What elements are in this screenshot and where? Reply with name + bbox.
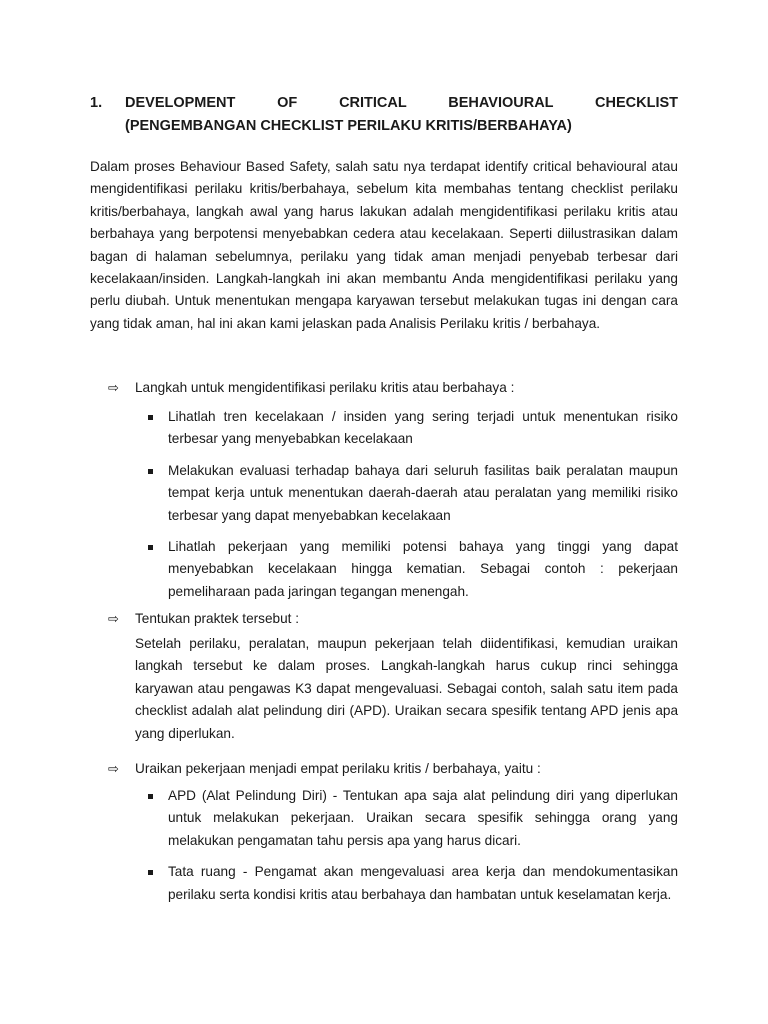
list-item [146, 785, 678, 852]
list-item [146, 406, 678, 451]
heading-title-line-1 [125, 92, 678, 115]
arrow-right-icon: ⇨ [108, 380, 119, 395]
square-bullet-icon [148, 870, 153, 875]
list-item [146, 460, 678, 527]
arrow-item-label: Uraikan pekerjaan menjadi empat perilaku kritis / berbahaya, yaitu : [135, 761, 541, 776]
heading-word: CRITICAL [339, 95, 407, 111]
arrow-item-label: Tentukan praktek tersebut : [135, 611, 299, 626]
list-item-text: Melakukan evaluasi terhadap bahaya dari seluruh fasilitas baik peralatan maupun tempat kerja untuk menentukan daerah-daerah atau peralatan yang memiliki risiko terbesar yang dapat menyebabkan kecelakaan [168, 462, 678, 523]
list-item [146, 536, 678, 603]
list-item-text: APD (Alat Pelindung Diri) - Tentukan apa saja alat pelindung diri yang diperlukan untuk melakukan pekerjaan. Uraikan secara spesifik sehingga orang yang melakukan pengamatan tahu persis apa yang harus dicari. [168, 788, 678, 848]
bullet-list-breakdown [146, 785, 678, 915]
heading-word: BEHAVIOURAL [448, 95, 554, 111]
list-item [146, 861, 678, 906]
arrow-item-label: Langkah untuk mengidentifikasi perilaku kritis atau berbahaya : [135, 380, 515, 395]
square-bullet-icon [148, 415, 153, 420]
list-item-text: Tata ruang - Pengamat akan mengevaluasi area kerja dan mendokumentasikan perilaku serta kondisi kritis atau berbahaya dan hambatan untuk keselamatan kerja. [168, 864, 678, 902]
heading-number: 1. [90, 95, 103, 111]
heading-title-line-2: (PENGEMBANGAN CHECKLIST PERILAKU KRITIS/BERBAHAYA) [125, 118, 572, 134]
arrow-right-icon: ⇨ [108, 611, 119, 626]
heading-word: OF [277, 95, 298, 111]
heading-title [125, 92, 678, 138]
list-item-text: Lihatlah tren kecelakaan / insiden yang sering terjadi untuk menentukan risiko terbesar yang menyebabkan kecelakaan [168, 409, 678, 447]
square-bullet-icon [148, 469, 153, 474]
intro-paragraph: Dalam proses Behaviour Based Safety, salah satu nya terdapat identify critical behavioural atau mengidentifikasi perilaku kritis/berbahaya, sebelum kita membahas tentang checklist perilaku kritis/berbahaya, langkah awal yang harus lakukan adalah mengidentifikasi perilaku kritis atau berbahaya yang berpotensi menyebabkan cedera atau kecelakaan. Seperti diilustrasikan dalam bagan di halaman sebelumnya, perilaku yang tidak aman menjadi penyebab terbesar dari kecelakaan/insiden. Langkah-langkah ini akan membantu Anda mengidentifikasi perilaku yang perlu diubah. Untuk menentukan mengapa karyawan tersebut melakukan tugas ini dengan cara yang tidak aman, hal ini akan kami jelaskan pada Analisis Perilaku kritis / berbahaya. [90, 159, 678, 331]
square-bullet-icon [148, 545, 153, 550]
arrow-right-icon: ⇨ [108, 761, 119, 776]
list-item-text: Lihatlah pekerjaan yang memiliki potensi bahaya yang tinggi yang dapat menyebabkan kecelakaan hingga kematian. Sebagai contoh : pekerjaan pemeliharaan pada jaringan tegangan menengah. [168, 539, 678, 599]
square-bullet-icon [148, 794, 153, 799]
bullet-list-steps [146, 406, 678, 612]
heading-word: CHECKLIST [595, 95, 679, 111]
practice-paragraph: Setelah perilaku, peralatan, maupun pekerjaan telah diidentifikasi, kemudian uraikan langkah tersebut ke dalam proses. Langkah-langkah harus cukup rinci sehingga karyawan atau pengawas K3 dapat mengevaluasi. Sebagai contoh, salah satu item pada checklist adalah alat pelindung diri (APD). Uraikan secara spesifik tentang APD jenis apa yang diperlukan. [135, 636, 678, 741]
heading-word: DEVELOPMENT [125, 95, 236, 111]
